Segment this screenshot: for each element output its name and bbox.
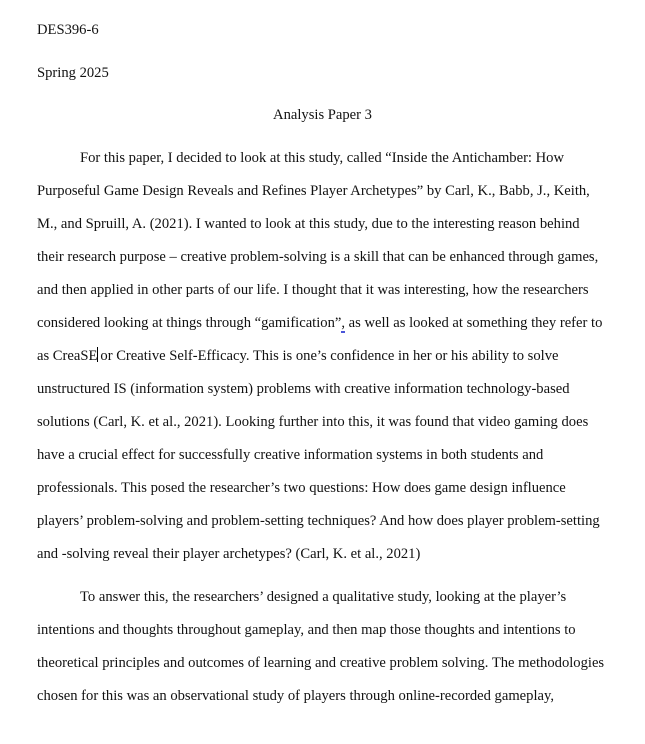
text-line: players’ problem-solving and problem-setting techniques? And how does player problem-setting [37,513,600,529]
text-line: and -solving reveal their player archetypes? (Carl, K. et al., 2021) [37,546,421,562]
text-line: To answer this, the researchers’ designed a qualitative study, looking at the player’s [80,589,567,605]
text-line: theoretical principles and outcomes of learning and creative problem solving. The methodologies [37,655,605,671]
text-cursor [97,347,98,362]
text-line: chosen for this was an observational study of players through online-recorded gameplay, [37,688,554,704]
text-segment: as well as looked at something they refer to [345,315,603,331]
paper-title: Analysis Paper 3 [273,107,372,123]
text-line: solutions (Carl, K. et al., 2021). Looking further into this, it was found that video gaming does [37,414,589,430]
text-line [37,347,558,365]
text-line: Purposeful Game Design Reveals and Refines Player Archetypes” by Carl, K., Babb, J., Keith, [37,183,590,199]
text-line: unstructured IS (information system) problems with creative information technology-based [37,381,570,397]
text-line: have a crucial effect for successfully creative information systems in both students and [37,447,544,463]
text-line: professionals. This posed the researcher’s two questions: How does game design influence [37,480,566,496]
grammar-flag[interactable]: , [341,315,346,331]
text-line: their research purpose – creative problem-solving is a skill that can be enhanced through games, [37,249,599,265]
text-line: and then applied in other parts of our life. I thought that it was interesting, how the researchers [37,282,589,298]
text-segment: as CreaSE [37,348,98,364]
text-segment: or Creative Self-Efficacy. This is one’s confidence in her or his ability to solve [100,348,559,364]
course-code: DES396-6 [37,22,99,38]
term: Spring 2025 [37,65,109,81]
text-line [37,314,602,332]
text-line: For this paper, I decided to look at this study, called “Inside the Antichamber: How [80,150,565,166]
text-segment: considered looking at things through “gamification” [37,315,342,331]
text-line: intentions and thoughts throughout gameplay, and then map those thoughts and intentions to [37,622,576,638]
text-line: M., and Spruill, A. (2021). I wanted to look at this study, due to the interesting reason behind [37,216,580,232]
